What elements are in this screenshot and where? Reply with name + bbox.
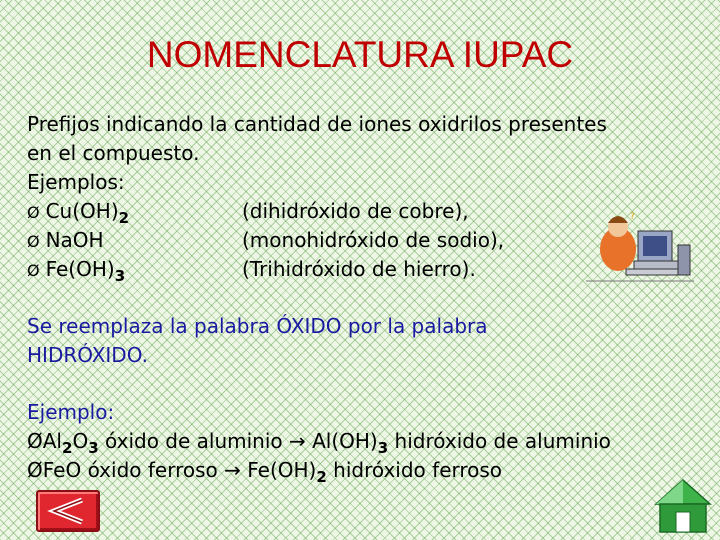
example-item-2 — [27, 228, 104, 252]
example-name-1: (dihidróxido de cobre), — [242, 199, 469, 223]
example2-line-2: ØFeO óxido ferroso → $Fe(OH)_2$ hidróxido ferroso — [27, 458, 503, 486]
example-formula: Fe(OH) — [45, 257, 115, 281]
svg-text:?: ? — [630, 212, 635, 222]
bullet-arrow-icon: Ø — [27, 429, 43, 453]
example2-line-1: $ØAl_2O_3$ óxido de aluminio → $Al(OH)_3$ hidróxido de aluminio — [27, 429, 611, 457]
home-icon — [654, 478, 712, 534]
example-name-3: (Trihidróxido de hierro). — [242, 257, 476, 281]
example-item-3 — [27, 257, 126, 285]
bullet-arrow-icon: Ø — [27, 458, 43, 482]
person-at-computer-icon — [582, 205, 700, 291]
bullet-arrow-icon: Ø — [27, 232, 40, 251]
back-button[interactable] — [36, 490, 100, 532]
back-arrow-icon — [38, 492, 98, 530]
example-formula: NaOH — [45, 228, 104, 252]
intro-line-2: en el compuesto. — [27, 141, 200, 165]
rule-line-1: Se reemplaza la palabra ÓXIDO por la palabra — [27, 314, 488, 338]
formula-subscript: 2 — [118, 209, 130, 227]
page-title: NOMENCLATURA IUPAC — [146, 34, 574, 75]
formula-subscript: 3 — [114, 267, 126, 285]
rule-line-2: HIDRÓXIDO. — [27, 343, 148, 367]
example-formula: Cu(OH) — [45, 199, 119, 223]
bullet-arrow-icon: Ø — [27, 261, 40, 280]
intro-line-1: Prefijos indicando la cantidad de iones oxidrilos presentes — [27, 112, 607, 136]
home-button[interactable] — [654, 478, 712, 534]
example2-label: Ejemplo: — [27, 400, 115, 424]
example-name-2: (monohidróxido de sodio), — [242, 228, 505, 252]
bullet-arrow-icon: Ø — [27, 203, 40, 222]
examples-label: Ejemplos: — [27, 170, 125, 194]
example-item-1 — [27, 199, 130, 227]
